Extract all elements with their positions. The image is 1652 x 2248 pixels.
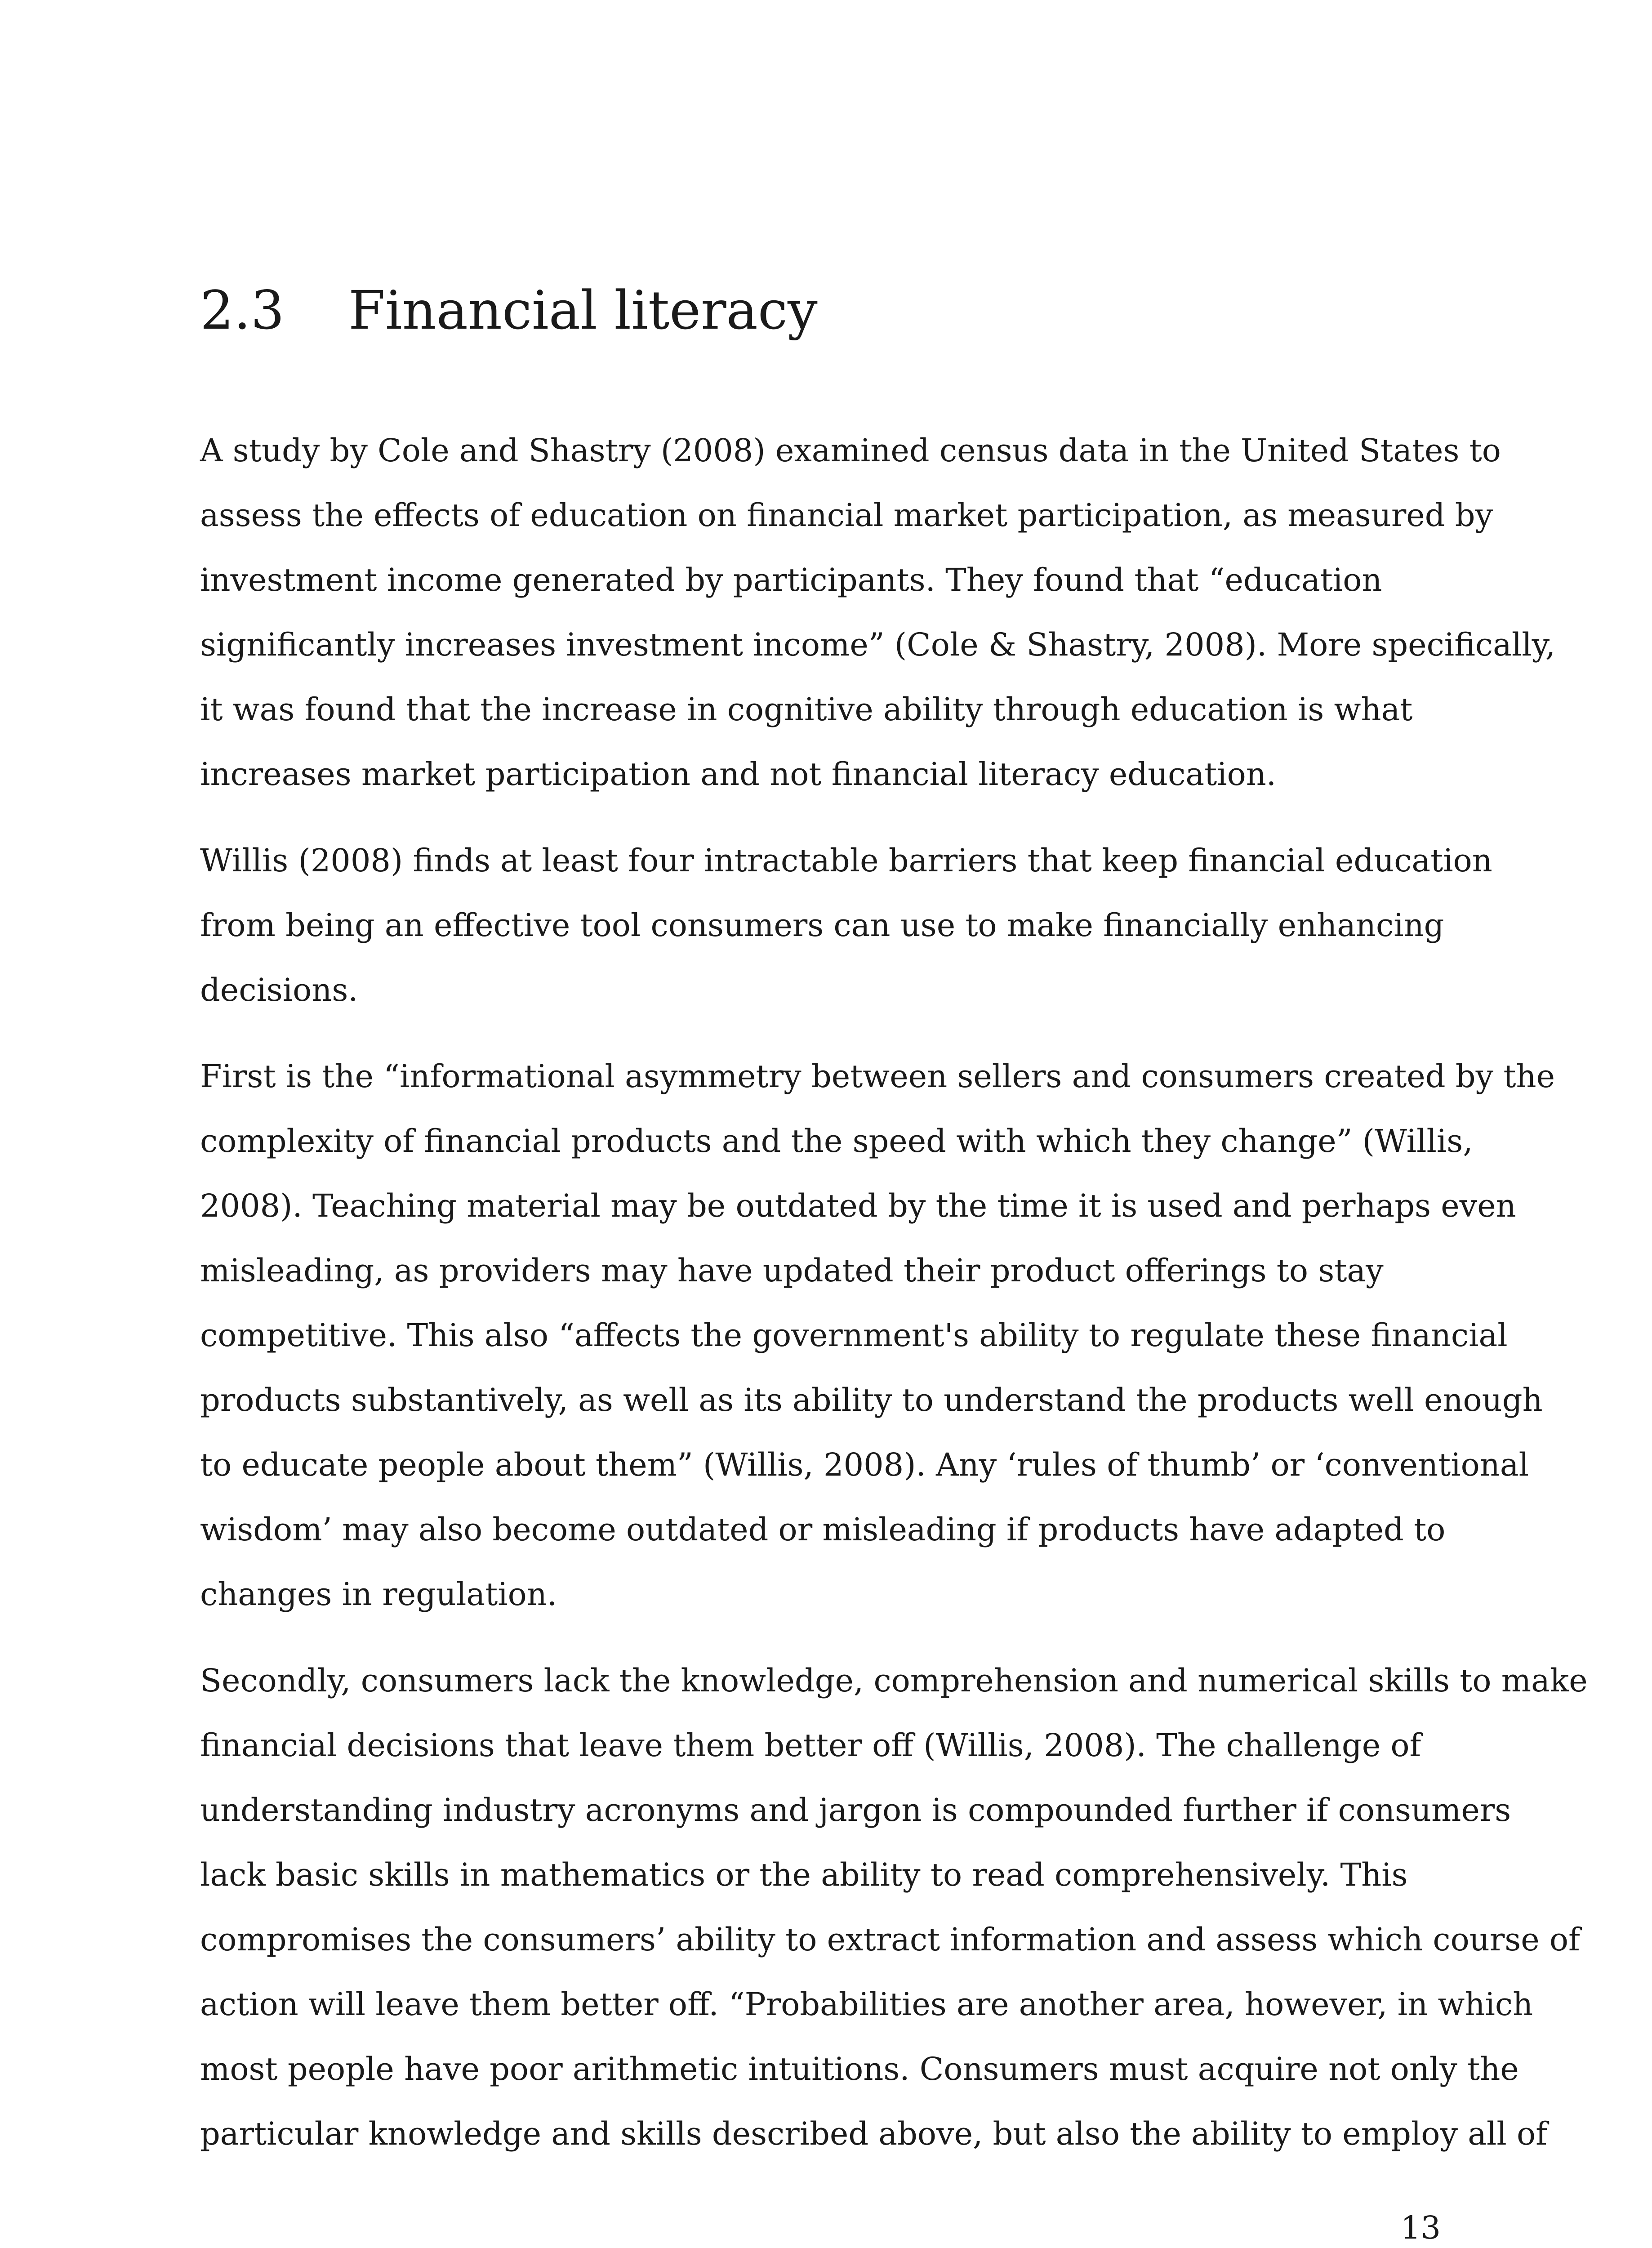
text-line: lack basic skills in mathematics or the ability to read comprehensively. This: [200, 1856, 1408, 1893]
body-text: [200, 418, 1588, 2188]
text-line: Willis (2008) finds at least four intractable barriers that keep financial education: [200, 842, 1492, 879]
paragraph: [200, 1648, 1588, 2166]
text-line: financial decisions that leave them better off (Willis, 2008). The challenge of: [200, 1727, 1421, 1764]
text-line: wisdom’ may also become outdated or misleading if products have adapted to: [200, 1511, 1446, 1548]
text-line: understanding industry acronyms and jargon is compounded further if consumers: [200, 1792, 1511, 1829]
text-line: competitive. This also “affects the government's ability to regulate these financial: [200, 1317, 1508, 1354]
text-line: to educate people about them” (Willis, 2008). Any ‘rules of thumb’ or ‘conventional: [200, 1446, 1529, 1483]
text-line: investment income generated by participants. They found that “education: [200, 562, 1382, 598]
text-line: changes in regulation.: [200, 1576, 557, 1613]
paragraph: [200, 828, 1492, 1022]
paragraph: [200, 418, 1556, 807]
text-line: complexity of financial products and the speed with which they change” (Willis,: [200, 1123, 1473, 1160]
text-line: A study by Cole and Shastry (2008) examined census data in the United States to: [200, 432, 1501, 469]
text-line: assess the effects of education on financial market participation, as measured by: [200, 497, 1493, 534]
text-line: significantly increases investment income” (Cole & Shastry, 2008). More specifically,: [200, 626, 1556, 663]
section-heading: [200, 274, 818, 346]
text-line: decisions.: [200, 972, 358, 1008]
text-line: increases market participation and not financial literacy education.: [200, 756, 1277, 793]
section-title: Financial literacy: [348, 279, 818, 341]
text-line: particular knowledge and skills described above, but also the ability to employ all of: [200, 2115, 1548, 2152]
text-line: from being an effective tool consumers can use to make financially enhancing: [200, 907, 1444, 944]
text-line: most people have poor arithmetic intuitions. Consumers must acquire not only the: [200, 2051, 1519, 2087]
text-line: products substantively, as well as its ability to understand the products well enough: [200, 1382, 1543, 1418]
section-number: 2.3: [200, 279, 285, 341]
text-line: First is the “informational asymmetry between sellers and consumers created by the: [200, 1058, 1555, 1095]
paragraph: [200, 1044, 1555, 1627]
text-line: it was found that the increase in cognitive ability through education is what: [200, 691, 1413, 728]
page-number: 13: [1400, 2209, 1441, 2246]
text-line: action will leave them better off. “Probabilities are another area, however, in which: [200, 1986, 1533, 2023]
text-line: compromises the consumers’ ability to extract information and assess which course of: [200, 1921, 1580, 1958]
text-line: Secondly, consumers lack the knowledge, comprehension and numerical skills to make: [200, 1662, 1588, 1699]
text-line: misleading, as providers may have updated their product offerings to stay: [200, 1252, 1384, 1289]
text-line: 2008). Teaching material may be outdated by the time it is used and perhaps even: [200, 1187, 1516, 1224]
